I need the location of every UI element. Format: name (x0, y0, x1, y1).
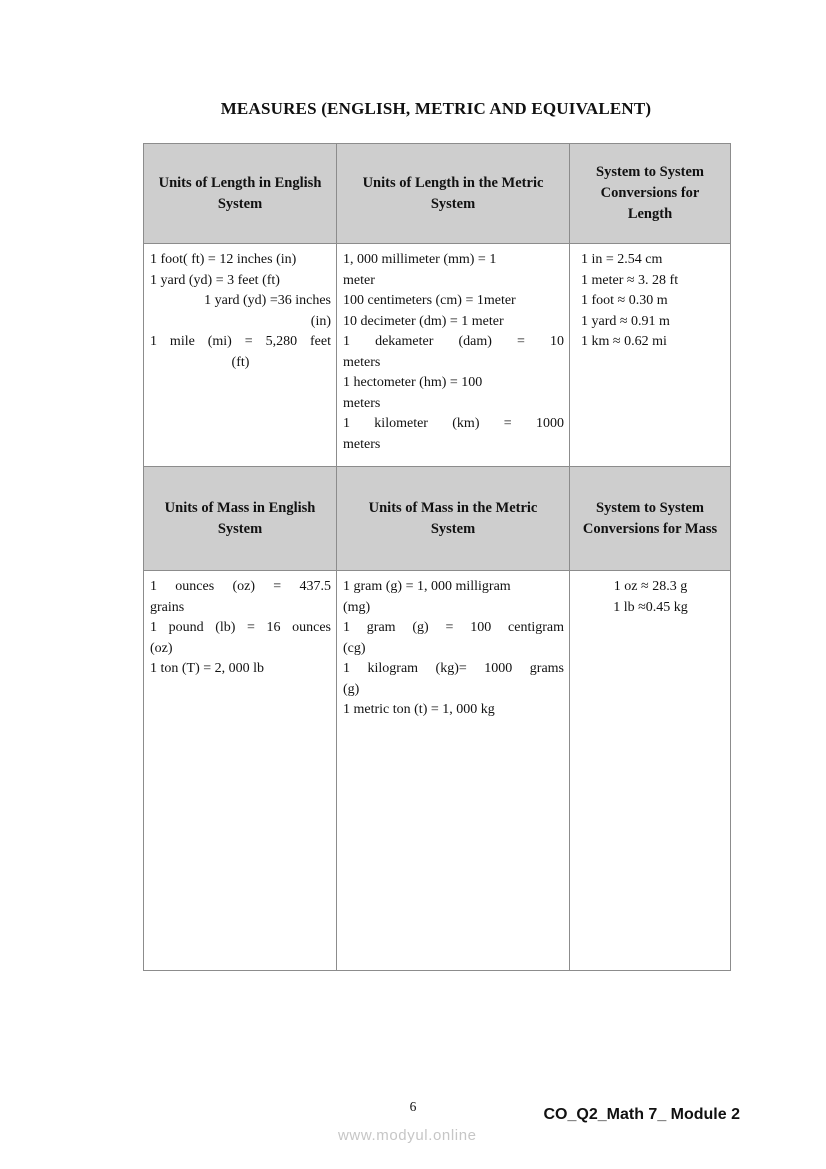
cell-line: 1 yard (yd) = 3 feet (ft) (150, 272, 280, 288)
cell-line: (ft) (231, 354, 250, 370)
cell-line: 1 gram (g) = 1, 000 milligram (343, 579, 511, 594)
cell-line: 100 centimeters (cm) = 1meter (343, 293, 516, 308)
mass-data-row (144, 571, 730, 970)
cell-line: 1 oz ≈ 28.3 g (613, 579, 688, 594)
page-number: 6 (409, 1099, 417, 1114)
cell-line: grains (150, 599, 185, 615)
cell-line: 1 gram (g) = 100 centigram (343, 620, 564, 635)
mass-header-row (144, 467, 730, 571)
length-conversions-header: System to System Conversions for Length (570, 144, 730, 243)
cell-line: 1, 000 millimeter (mm) = 1 (343, 252, 497, 267)
cell-line: (g) (343, 681, 360, 697)
page-title: MEASURES (ENGLISH, METRIC AND EQUIVALENT) (220, 99, 652, 118)
cell-line: 1 hectometer (hm) = 100 (343, 375, 483, 390)
length-metric-cell (337, 244, 570, 466)
length-english-cell (144, 244, 337, 466)
length-data-row (144, 244, 730, 467)
cell-line: 1 dekameter (dam) = 10 (343, 334, 564, 349)
length-english-header: Units of Length in English System (144, 144, 337, 243)
cell-line: (mg) (343, 599, 371, 615)
length-metric-header: Units of Length in the Metric System (337, 144, 570, 243)
mass-english-cell (144, 571, 337, 970)
cell-line: meter (343, 272, 375, 288)
cell-line: (in) (310, 313, 331, 329)
module-label: CO_Q2_Math 7_ Module 2 (543, 1106, 740, 1123)
cell-line: 1 in = 2.54 cm (581, 252, 663, 267)
cell-line: 1 km ≈ 0.62 mi (581, 334, 667, 349)
cell-line: meters (343, 436, 381, 452)
cell-line: meters (343, 354, 381, 370)
cell-line: 1 lb ≈0.45 kg (613, 599, 688, 615)
cell-line: 1 foot( ft) = 12 inches (in) (150, 252, 297, 267)
cell-line: 1 metric ton (t) = 1, 000 kg (343, 702, 495, 717)
measures-table (143, 143, 731, 971)
cell-line: 1 pound (lb) = 16 ounces (150, 620, 331, 635)
watermark: www.modyul.online (338, 1127, 477, 1144)
cell-line: 1 yard (yd) =36 inches (204, 293, 331, 308)
cell-line: 1 ton (T) = 2, 000 lb (150, 661, 265, 676)
cell-line: 1 kilometer (km) = 1000 (343, 416, 564, 431)
cell-line: 1 yard ≈ 0.91 m (581, 313, 670, 329)
length-conversions-cell (570, 244, 730, 466)
cell-line: (cg) (343, 640, 366, 656)
mass-conversions-cell (570, 571, 730, 970)
mass-metric-cell (337, 571, 570, 970)
cell-line: 1 mile (mi) = 5,280 feet (150, 334, 331, 349)
length-header-row (144, 144, 730, 244)
mass-metric-header: Units of Mass in the Metric System (337, 467, 570, 570)
cell-line: meters (343, 395, 381, 411)
cell-line: 1 ounces (oz) = 437.5 (150, 579, 331, 594)
cell-line: 10 decimeter (dm) = 1 meter (343, 313, 504, 329)
mass-conversions-header: System to System Conversions for Mass (570, 467, 730, 570)
cell-line: 1 meter ≈ 3. 28 ft (581, 272, 679, 288)
mass-english-header: Units of Mass in English System (144, 467, 337, 570)
cell-line: 1 kilogram (kg)= 1000 grams (343, 661, 564, 676)
cell-line: (oz) (150, 640, 173, 656)
cell-line: 1 foot ≈ 0.30 m (581, 293, 668, 308)
